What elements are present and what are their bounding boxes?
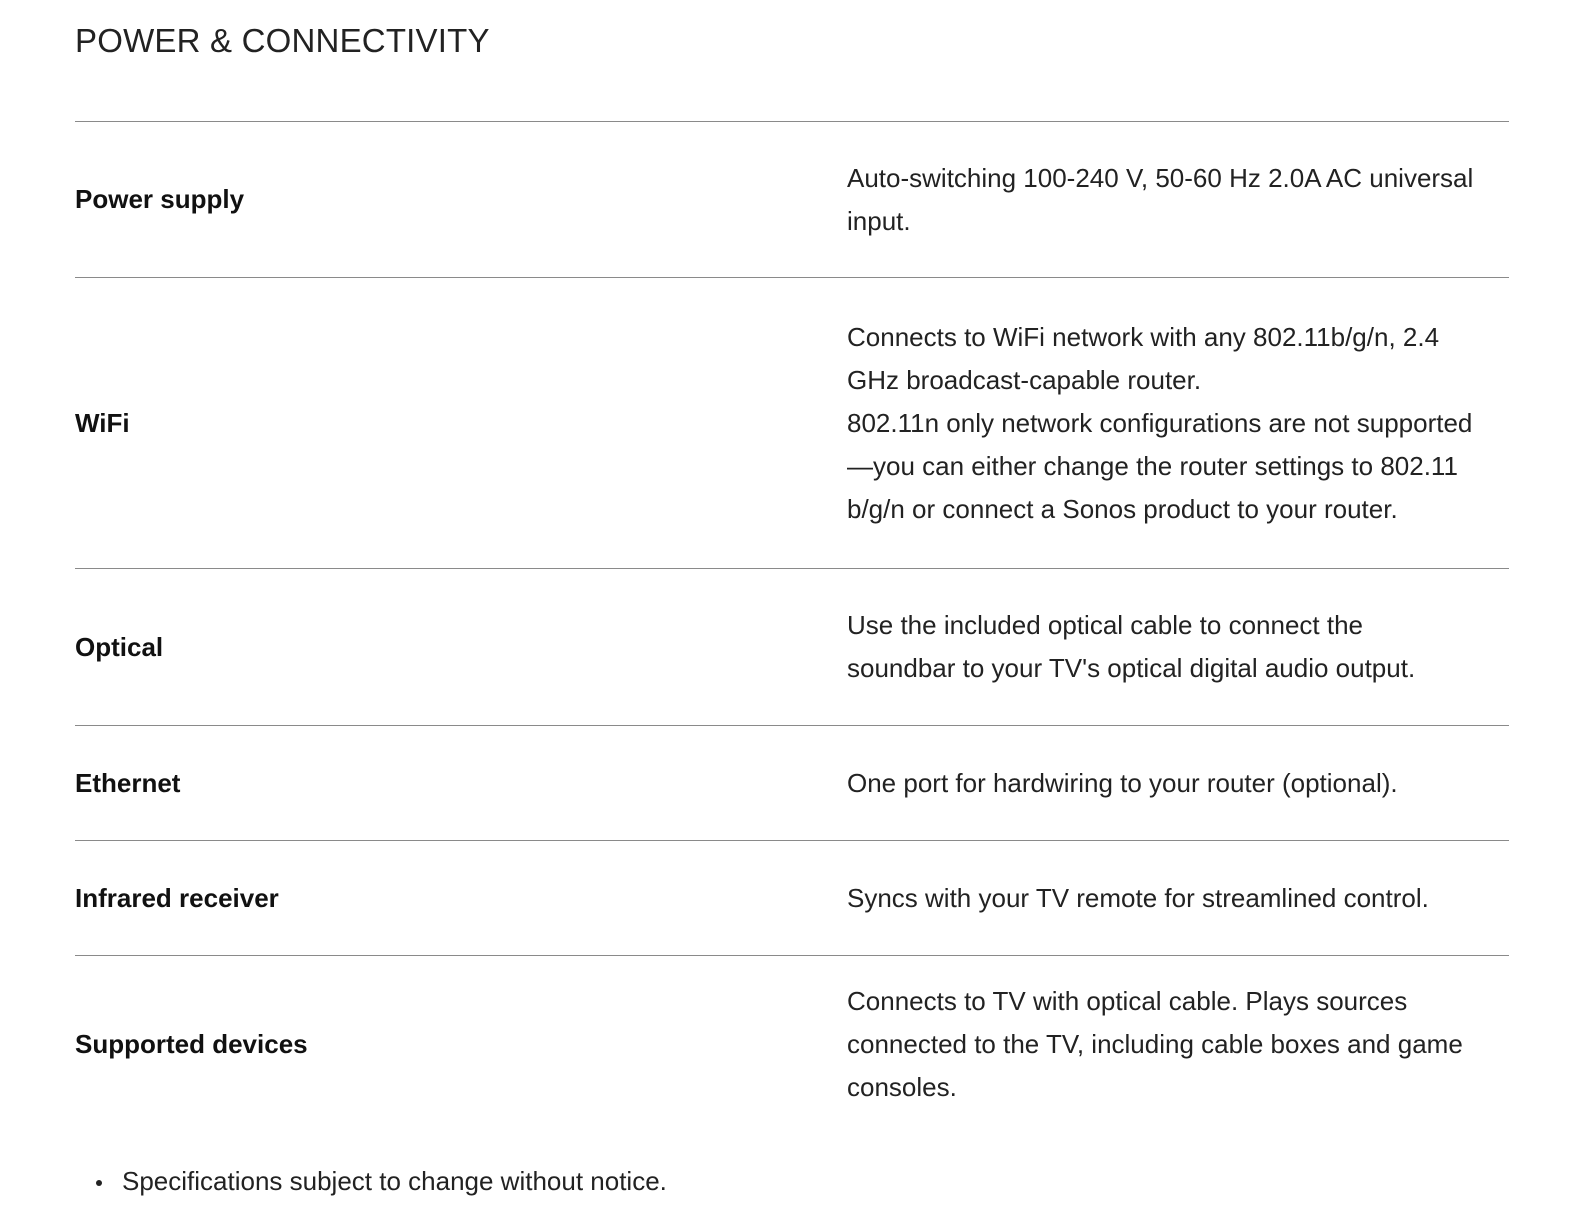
spec-value	[847, 316, 1509, 531]
spec-row-wifi	[75, 278, 1509, 569]
spec-value	[847, 157, 1509, 243]
spec-table	[75, 121, 1509, 1132]
spec-row-supported-devices	[75, 956, 1509, 1132]
spec-label: Supported devices	[75, 1028, 308, 1059]
note-item	[92, 1166, 667, 1197]
notes-list	[92, 1166, 667, 1197]
spec-label: Infrared receiver	[75, 882, 279, 913]
spec-value-line: input.	[847, 205, 911, 236]
spec-value	[847, 762, 1509, 805]
spec-value	[847, 980, 1509, 1109]
spec-value-line: consoles.	[847, 1071, 957, 1102]
spec-label: WiFi	[75, 407, 130, 438]
spec-value-line: —you can either change the router settings to 802.11	[847, 450, 1458, 481]
section-title: POWER & CONNECTIVITY	[75, 22, 490, 59]
spec-row-optical	[75, 569, 1509, 726]
spec-value	[847, 877, 1509, 920]
spec-value-line: Connects to WiFi network with any 802.11b/g/n, 2.4	[847, 321, 1440, 352]
spec-label: Power supply	[75, 184, 245, 214]
spec-value-line: b/g/n or connect a Sonos product to your router.	[847, 493, 1398, 524]
spec-value-line: soundbar to your TV's optical digital audio output.	[847, 653, 1416, 683]
spec-row-infrared-receiver	[75, 841, 1509, 956]
spec-value-line: connected to the TV, including cable boxes and game	[847, 1028, 1463, 1059]
spec-value	[847, 604, 1509, 690]
spec-row-power-supply	[75, 122, 1509, 278]
spec-value-line: One port for hardwiring to your router (optional).	[847, 767, 1398, 798]
spec-value-line: 802.11n only network configurations are not supported	[847, 407, 1473, 438]
spec-label: Optical	[75, 631, 164, 662]
spec-value-line: Syncs with your TV remote for streamlined control.	[847, 882, 1429, 913]
spec-value-line: Use the included optical cable to connect the	[847, 610, 1364, 640]
note-text: Specifications subject to change without notice.	[122, 1166, 667, 1196]
spec-label: Ethernet	[75, 767, 181, 798]
bullet-icon	[96, 1180, 102, 1186]
spec-row-ethernet	[75, 726, 1509, 841]
spec-value-line: Auto-switching 100-240 V, 50-60 Hz 2.0A AC universal	[847, 162, 1474, 193]
spec-value-line: GHz broadcast-capable router.	[847, 364, 1202, 395]
spec-value-line: Connects to TV with optical cable. Plays sources	[847, 985, 1408, 1016]
